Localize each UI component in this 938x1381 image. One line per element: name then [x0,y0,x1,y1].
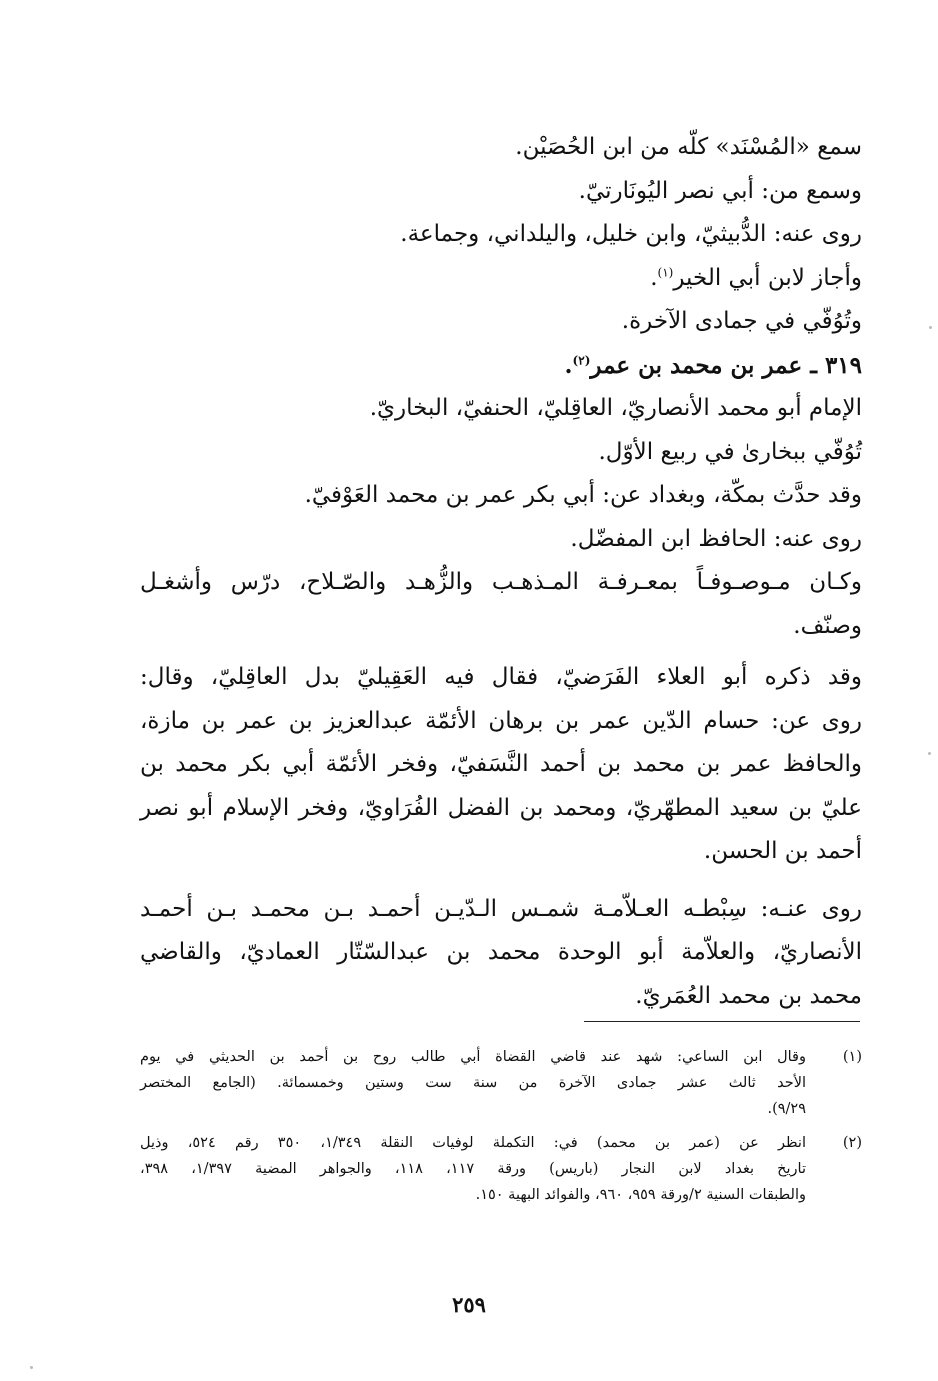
footnote-line: والطبقات السنية ٢/ورقة ٩٥٩، ٩٦٠، والفوائد البهية ١٥٠. [475,1187,806,1203]
footnote-ref-1[interactable]: (١) [657,264,674,279]
text-line: الإمام أبو محمد الأنصاريّ، العاقِليّ، الحنفيّ، البخاريّ. [369,395,862,421]
text-line-body: وأجاز لابن أبي الخير [673,264,862,291]
text-line: وقد حدَّث بمكّة، وبغداد عن: أبي بكر عمر بن محمد العَوْفيّ. [304,482,862,508]
main-text [140,126,862,1018]
footnote-separator [584,1021,860,1022]
footnote-line: وقال ابن الساعي: شهد عند قاضي القضاة أبي طالب روح بن أحمد بن الحديثي في يوم [140,1049,806,1065]
footnote-1 [140,1044,862,1122]
text-line: محمد بن محمد العُمَريّ. [635,982,862,1009]
scan-speck [929,326,932,329]
text-line: روى عن: حسام الدّين عمر بن برهان الأئمّة عبدالعزيز بن عمر بن مازة، [140,707,862,734]
entry-heading-text: ٣١٩ ـ عمر بن محمد بن عمر [590,351,862,379]
page-number: ٢٥٩ [452,1292,486,1317]
footnote-line: تاريخ بغداد لابن النجار (باريس) ورقة ١١٧، ١١٨، والجواهر المضية ١/٣٩٧، ٣٩٨، [140,1161,806,1177]
text-line: عليّ بن سعيد المطهّريّ، ومحمد بن الفضل الفُرَاويّ، وفخر الإسلام أبو نصر [140,794,862,821]
scan-speck [30,1366,33,1369]
entry-heading [140,344,862,388]
text-line: وصنّف. [793,612,862,639]
footnote-number: (١) [842,1049,862,1065]
text-line: روى عنـه: سِبْطـه العـلاّمـة شمـس الـدّيـن أحمـد بـن محمـد بـن أحمـد [140,895,862,922]
footnote-ref-2[interactable]: (٢) [572,352,591,367]
text-line: أحمد بن الحسن. [703,838,862,864]
footnote-number: (٢) [842,1135,862,1151]
footnote-line: ٩/٢٩). [767,1101,806,1117]
text-line: روى عنه: الدُّبيثيّ، وابن خليل، واليلداني، وجماعة. [400,221,862,247]
text-line: وسمع من: أبي نصر اليُونَارتيّ. [578,177,862,204]
footnote-line: الأحد ثالث عشر جمادى الآخرة من سنة ست وستين وخمسمائة. (الجامع المختصر [140,1075,806,1091]
text-line: الأنصاريّ، والعلاّمة أبو الوحدة محمد بن عبدالسّتّار العماديّ، والقاضي [140,939,862,965]
line-end-punct: . [650,264,658,291]
text-line: وقد ذكره أبو العلاء الفَرَضيّ، فقال فيه العَقِيليّ بدل العاقِليّ، وقال: [140,664,862,690]
text-line: والحافظ عمر بن محمد بن أحمد النَّسَفيّ، وفخر الأئمّة أبي بكر محمد بن [140,751,862,777]
scan-speck [928,752,931,755]
text-line: وكـان مـوصـوفـاً بمعـرفـة المـذهـب والزُّهـد والصّـلاح، درّس وأشغـل [140,569,862,595]
heading-end-punct: . [564,351,573,379]
footnote-line: انظر عن (عمر بن محمد) في: التكملة لوفيات النقلة ١/٣٤٩، ٣٥٠ رقم ٥٢٤، وذيل [140,1135,806,1151]
text-line: تُوُفّي ببخارىٰ في ربيع الأوّل. [598,438,862,465]
text-line: وتُوُفّي في جمادى الآخرة. [621,308,862,334]
text-line: سمع «المُسْنَد» كلّه من ابن الحُصَيْن. [515,134,862,160]
text-line [140,257,862,301]
footnotes [140,1044,862,1208]
footnote-2 [140,1130,862,1208]
text-line: روى عنه: الحافظ ابن المفضّل. [570,525,862,552]
